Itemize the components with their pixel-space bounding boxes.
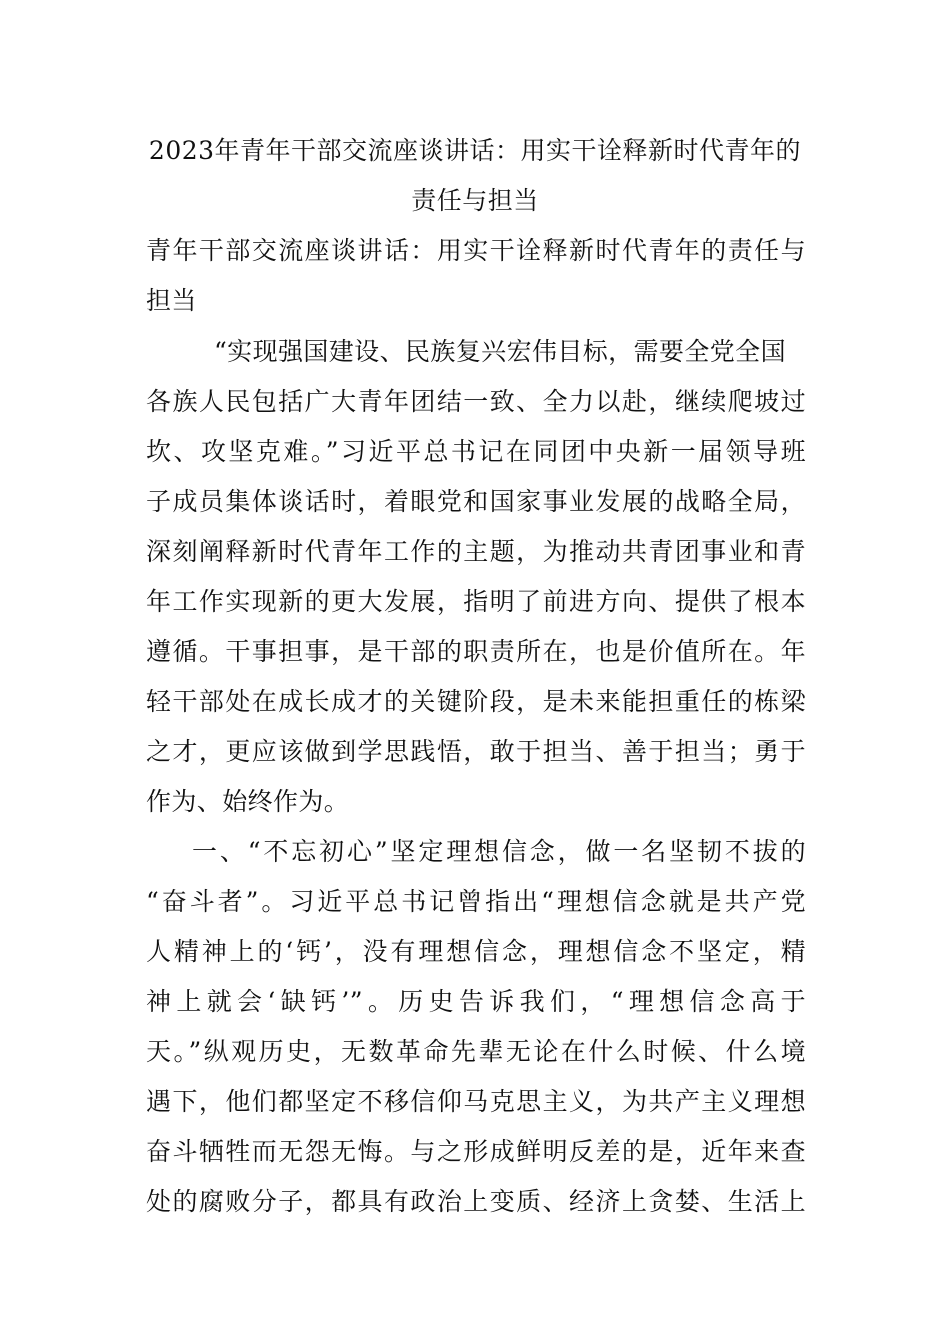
paragraph1-line-10: 作为、始终作为。 — [146, 787, 350, 816]
paragraph1-line-2: 各族人民包括广大青年团结一致、全力以赴，继续爬坡过 — [146, 387, 806, 416]
title-line-1: 2023年青年干部交流座谈讲话：用实干诠释新时代青年的 — [148, 136, 802, 165]
subtitle-line-2: 担当 — [146, 286, 197, 315]
paragraph1-line-1: “实现强国建设、民族复兴宏伟目标，需要全党全国 — [214, 337, 786, 366]
paragraph1-line-5: 深刻阐释新时代青年工作的主题，为推动共青团事业和青 — [146, 537, 806, 566]
paragraph2-line-1: 一、“不忘初心”坚定理想信念，做一名坚韧不拔的 — [192, 837, 806, 866]
paragraph1-line-3: 坎、攻坚克难。”习近平总书记在同团中央新一届领导班 — [146, 437, 806, 466]
subtitle-line-1: 青年干部交流座谈讲话：用实干诠释新时代青年的责任与 — [146, 236, 806, 265]
paragraph1-line-6: 年工作实现新的更大发展，指明了前进方向、提供了根本 — [146, 587, 806, 616]
paragraph2-line-6: 遇下，他们都坚定不移信仰马克思主义，为共产主义理想 — [146, 1087, 806, 1116]
paragraph2-line-2: “奋斗者”。习近平总书记曾指出“理想信念就是共产党 — [146, 887, 806, 916]
paragraph2-line-4: 神上就会‘缺钙’”。历史告诉我们，“理想信念高于 — [146, 987, 806, 1016]
paragraph1-line-8: 轻干部处在成长成才的关键阶段，是未来能担重任的栋梁 — [146, 687, 806, 716]
paragraph2-line-7: 奋斗牺牲而无怨无悔。与之形成鲜明反差的是，近年来查 — [146, 1137, 806, 1166]
paragraph2-line-8: 处的腐败分子，都具有政治上变质、经济上贪婪、生活上 — [146, 1187, 806, 1216]
paragraph2-line-5: 天。”纵观历史，无数革命先辈无论在什么时候、什么境 — [146, 1037, 806, 1066]
paragraph1-line-9: 之才，更应该做到学思践悟，敢于担当、善于担当；勇于 — [146, 737, 806, 766]
paragraph1-line-7: 遵循。干事担事，是干部的职责所在，也是价值所在。年 — [146, 637, 806, 666]
title-line-2: 责任与担当 — [411, 186, 539, 215]
paragraph2-line-3: 人精神上的‘钙’，没有理想信念，理想信念不坚定，精 — [146, 937, 806, 966]
paragraph1-line-4: 子成员集体谈话时，着眼党和国家事业发展的战略全局， — [146, 487, 806, 516]
